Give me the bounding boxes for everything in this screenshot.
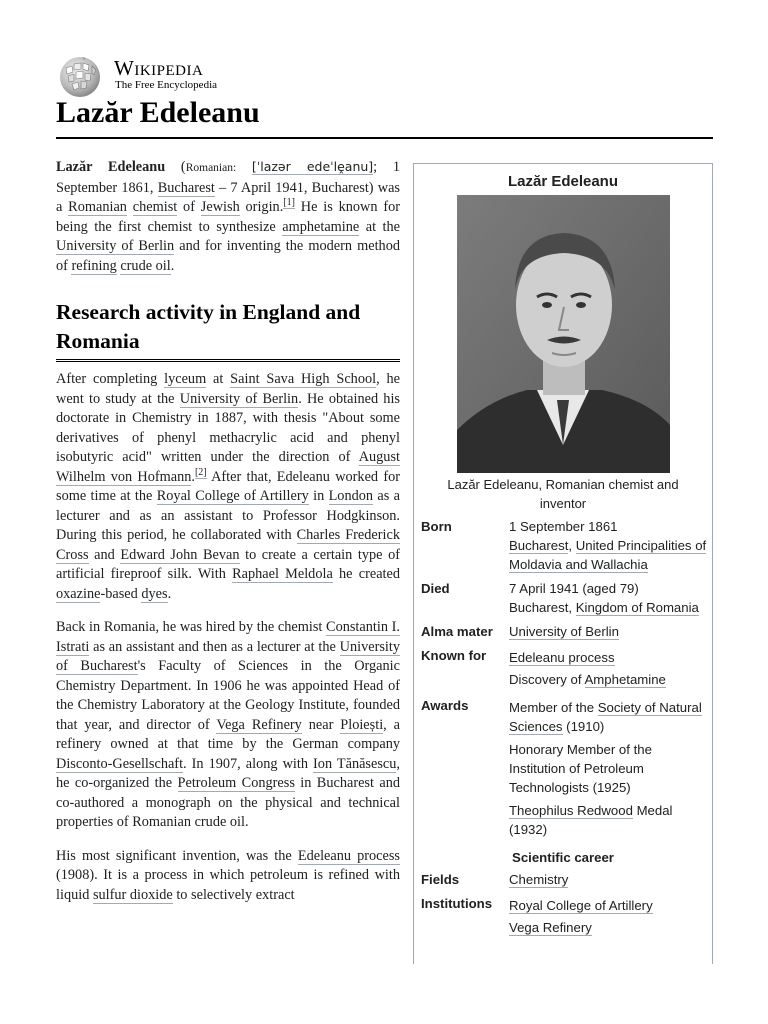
link-university-of-berlin[interactable]: University of Berlin <box>509 624 619 639</box>
text: , <box>568 538 576 553</box>
text: in <box>308 488 329 504</box>
text: of <box>177 199 201 215</box>
born-place-line <box>509 536 709 574</box>
text <box>127 199 133 215</box>
text: . He obtained his doctorate in Chemistry in 1887, with thesis "About some derivatives of phenyl methacrylic acid and phenyl isobutyric acid" written under the direction of <box>56 390 400 465</box>
link-bucharest[interactable]: Bucharest <box>509 538 569 553</box>
section-heading: Research activity in England and Romania <box>56 298 400 362</box>
ipa-pronunciation-link[interactable]: [ˈlazər edeˈlḙanu] <box>251 159 374 174</box>
award-2: Honorary Member of the Institution of Petroleum Technologists (1925) <box>509 742 652 795</box>
reference-2[interactable]: [2] <box>194 466 207 478</box>
text: -based <box>100 585 142 602</box>
wikipedia-wordmark[interactable]: Wikipedia <box>114 56 204 80</box>
portrait-caption: Lazăr Edeleanu, Romanian chemist and inventor <box>447 477 679 511</box>
text: origin. <box>239 199 284 215</box>
died-label: Died <box>421 581 450 596</box>
text: to create a certain type of artificial fireproof silk. With <box>56 546 400 582</box>
text: Medal (1932) <box>509 803 673 837</box>
link-vega-refinery[interactable]: Vega Refinery <box>216 716 302 733</box>
text: , he co-organized the <box>56 755 400 791</box>
link-constantin-istrati[interactable]: Constantin I. Istrati <box>56 619 400 655</box>
body-paragraph-3 <box>56 847 400 906</box>
link-edeleanu-process[interactable]: Edeleanu process <box>509 650 615 665</box>
reference-1[interactable]: [1] <box>283 197 295 209</box>
text: to selectively extract <box>172 886 295 903</box>
link-saint-sava[interactable]: Saint Sava High School <box>230 371 377 387</box>
infobox <box>413 163 713 964</box>
text: Back in Romania, he was hired by the chemist <box>56 619 327 635</box>
wikipedia-globe-icon[interactable] <box>56 54 104 98</box>
link-university-of-berlin[interactable]: University of Berlin <box>179 390 299 407</box>
link-royal-college-of-artillery[interactable]: Royal College of Artillery <box>509 898 653 913</box>
text: as a lecturer and as an assistant to Professor Hodgkinson. During this period, he collaborated with <box>56 488 400 543</box>
portrait-photo[interactable] <box>457 195 670 473</box>
link-university-of-bucharest[interactable]: University of Bucharest <box>56 638 400 674</box>
text: 's Faculty of Sciences in the Organic Chemistry Department. In 1906 he was appointed Head of the Chemistry Laboratory at the Geology Institute, founded that year, and director of <box>56 658 400 733</box>
text: as an assistant and then as a lecturer at the <box>89 638 340 655</box>
text: He is known for being the first chemist to synthesize <box>56 199 401 235</box>
award-1 <box>509 698 709 736</box>
institution-2 <box>509 918 709 937</box>
text: , a refinery owned at that time by the German company <box>56 716 400 752</box>
body-paragraph-2 <box>56 618 400 833</box>
link-royal-college-of-artillery[interactable]: Royal College of Artillery <box>156 488 309 504</box>
died-date: 7 April 1941 (aged 79) <box>509 581 639 596</box>
text: His most significant invention, was the <box>56 847 298 864</box>
text: he created <box>332 566 401 582</box>
link-london[interactable]: London <box>328 488 374 504</box>
language-label: Romanian: <box>185 162 237 174</box>
link-oxazine[interactable]: oxazine <box>56 585 101 602</box>
text: (1910) <box>562 719 605 734</box>
site-header <box>56 54 356 94</box>
born-label: Born <box>421 519 452 534</box>
body-paragraph-1 <box>56 370 400 604</box>
known-for-item-1 <box>509 648 709 667</box>
link-lyceum[interactable]: lyceum <box>164 371 207 387</box>
award-3 <box>509 801 709 839</box>
text: Bucharest, <box>509 600 576 615</box>
scientific-career-header: Scientific career <box>512 850 614 865</box>
awards-label: Awards <box>421 698 469 713</box>
text: at <box>206 371 231 387</box>
text: near <box>301 716 341 733</box>
text: . <box>170 257 175 274</box>
link-society-of-natural-sciences[interactable]: Society of Natural Sciences <box>509 700 702 734</box>
text: and <box>88 546 121 563</box>
link-chemistry[interactable]: Chemistry <box>509 872 569 887</box>
text: – 7 April 1941, Bucharest) was a <box>56 179 400 215</box>
born-date: 1 September 1861 <box>509 519 618 534</box>
link-crude-oil[interactable]: crude oil <box>120 257 171 274</box>
text: and for inventing the modern method of <box>56 238 400 274</box>
link-jewish[interactable]: Jewish <box>200 199 240 215</box>
link-charles-frederick-cross[interactable]: Charles Frederick Cross <box>56 527 400 563</box>
institutions-label: Institutions <box>421 896 493 911</box>
infobox-title: Lazăr Edeleanu <box>507 173 619 190</box>
link-dyes[interactable]: dyes <box>141 585 168 602</box>
link-chemist[interactable]: chemist <box>132 199 178 215</box>
wikipedia-tagline: The Free Encyclopedia <box>115 79 218 91</box>
awards-value <box>509 696 709 839</box>
text: . <box>191 468 195 485</box>
text: . In 1907, along with <box>183 755 314 772</box>
link-sulfur-dioxide[interactable]: sulfur dioxide <box>92 886 173 903</box>
text: After completing <box>56 371 165 387</box>
link-edeleanu-process[interactable]: Edeleanu process <box>297 847 400 864</box>
institutions-value <box>509 894 709 937</box>
link-kingdom-of-romania[interactable]: Kingdom of Romania <box>575 600 699 615</box>
link-petroleum-congress[interactable]: Petroleum Congress <box>177 775 295 791</box>
text: Discovery of <box>509 672 585 687</box>
link-raphael-meldola[interactable]: Raphael Meldola <box>232 566 333 582</box>
link-hofmann[interactable]: August Wilhelm von Hofmann <box>56 449 400 485</box>
text: at the <box>359 218 400 235</box>
text: ( <box>165 159 186 175</box>
link-romanian[interactable]: Romanian <box>68 199 127 215</box>
link-university-of-berlin[interactable]: University of Berlin <box>56 238 175 254</box>
title-divider <box>56 137 713 139</box>
institution-1 <box>509 896 709 915</box>
link-amphetamine[interactable]: amphetamine <box>282 218 360 235</box>
link-amphetamine[interactable]: Amphetamine <box>584 672 666 687</box>
known-for-item-2 <box>509 670 709 689</box>
text: Member of the <box>509 700 598 715</box>
link-vega-refinery[interactable]: Vega Refinery <box>509 920 592 935</box>
alma-mater-label: Alma mater <box>421 624 493 639</box>
known-for-label: Known for <box>421 648 487 663</box>
text: in Bucharest and co-authored a monograph on the physical and technical properties of Romanian crude oil. <box>56 775 401 830</box>
link-united-principalities[interactable]: United Principalities of Moldavia and Wallachia <box>509 538 707 572</box>
text: ; 1 September 1861, <box>56 159 401 196</box>
subject-name: Lazăr Edeleanu <box>56 159 166 175</box>
fields-label: Fields <box>421 872 460 887</box>
page-title: Lazăr Edeleanu <box>56 96 260 129</box>
died-place-line <box>509 598 709 617</box>
text: (1908). It is a process in which petroleum is refined with liquid <box>56 867 400 903</box>
died-value <box>509 579 709 617</box>
link-ion-tanasescu[interactable]: Ion Tănăsescu <box>313 755 397 772</box>
text: . <box>167 585 172 602</box>
fields-value <box>509 870 709 889</box>
known-for-value <box>509 646 709 689</box>
link-refining[interactable]: refining <box>71 257 117 274</box>
link-ploiesti[interactable]: Ploiești <box>340 716 384 733</box>
text: After that, Edeleanu worked for some time at the <box>56 468 400 504</box>
link-bucharest[interactable]: Bucharest <box>157 179 215 196</box>
born-value <box>509 517 709 574</box>
alma-mater-value <box>509 622 709 641</box>
link-theophilus-redwood[interactable]: Theophilus Redwood <box>509 803 633 818</box>
link-edward-john-bevan[interactable]: Edward John Bevan <box>120 546 240 563</box>
text: , he went to study at the <box>56 371 400 407</box>
intro-paragraph <box>56 157 400 276</box>
link-disconto-gesellschaft[interactable]: Disconto-Gesellschaft <box>56 755 184 772</box>
article-body <box>56 157 400 919</box>
